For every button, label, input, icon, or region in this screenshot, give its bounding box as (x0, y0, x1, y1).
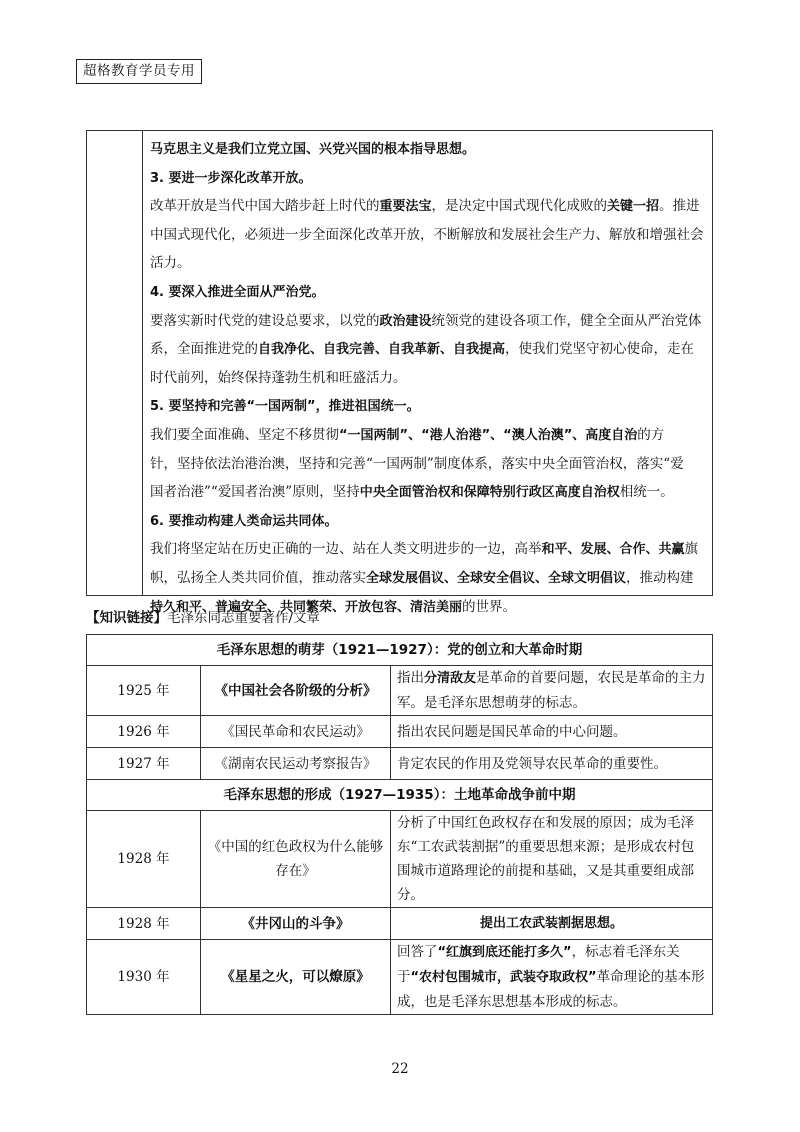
text-run: 要落实新时代党的建设总要求，以党的 (150, 312, 380, 329)
text-run: 旗 (684, 541, 699, 558)
bold-text: 关键一招 (607, 199, 660, 215)
bold-text: 提出工农武装割据思想。 (479, 916, 623, 931)
year-cell: 1926 年 (87, 716, 201, 748)
text-run: 肯定农民的作用及党领导农民革命的重要性。 (397, 755, 667, 772)
text-run: 分析了中国红色政权存在和发展的原因；成为毛泽东“工农武装割据”的重要思想来源；是形成农村包围城市道路理论的前提和基础，又是其重要组成部分。 (397, 815, 695, 903)
year-cell: 1928 年 (87, 908, 201, 940)
watermark-stamp: 超格教育学员专用 (76, 59, 202, 84)
text-run: 针，坚持依法治港治澳，坚持和完善“一国两制”制度体系，落实中央全面管治权，落实“爱 (150, 455, 684, 472)
text-run: ，推动构建 (626, 569, 694, 586)
year-cell: 1927 年 (87, 748, 201, 780)
section-line (150, 307, 706, 336)
text-run: 系，全面推进党的 (150, 341, 258, 358)
period-heading: 毛泽东思想的形成（1927—1935）：土地革命战争前中期 (87, 780, 713, 811)
section-line (150, 364, 706, 393)
text-run: 。推进 (659, 198, 700, 215)
text-run: 革命理论的基本形成，也是毛泽东思想基本形成的标志。 (397, 969, 705, 1010)
description-cell (391, 748, 713, 780)
table-row (87, 908, 713, 940)
section-line (150, 564, 706, 593)
section-line (150, 535, 706, 564)
section-line (150, 249, 706, 278)
table-row (87, 666, 713, 716)
left-column-divider (142, 131, 143, 595)
work-title-cell: 《中国的红色政权为什么能够存在》 (201, 811, 391, 908)
bold-text: 重要法宝 (379, 199, 432, 215)
knowledge-link-bracket: 【知识链接】 (86, 610, 167, 626)
work-title-cell: 《井冈山的斗争》 (201, 908, 391, 940)
text-run: 我们将坚定站在历史正确的一边、站在人类文明进步的一边，高举 (150, 541, 542, 558)
section-line (150, 164, 706, 193)
text-run: 相统一。 (619, 484, 674, 501)
bold-text: 中央全面管治权和保障特别行政区高度自治权 (359, 485, 620, 501)
section-line (150, 478, 706, 507)
section-line (150, 507, 706, 536)
text-run: 统领党的建设各项工作，健全全面从严治党体 (431, 312, 702, 329)
knowledge-link-heading (86, 606, 320, 626)
text-run: 国者治港”“爱国者治澳”原则，坚持 (150, 484, 360, 501)
text-run: 指出农民问题是国民革命的中心问题。 (397, 723, 627, 740)
bold-text: 3. 要进一步深化改革开放。 (150, 170, 312, 186)
bold-text: 持久和平、普遍安全、共同繁荣、开放包容、清洁美丽 (150, 599, 463, 615)
text-run: 我们要全面准确、坚定不移贯彻 (150, 426, 339, 443)
table-row (87, 940, 713, 1015)
text-run: ，是决定中国式现代化成败的 (431, 198, 608, 215)
year-cell: 1930 年 (87, 940, 201, 1015)
content-box (86, 130, 713, 615)
description-cell (391, 908, 713, 940)
page-number: 22 (391, 1061, 409, 1077)
text-run: 活力。 (150, 255, 191, 272)
text-run: 改革开放是当代中国大踏步赶上时代的 (150, 198, 380, 215)
work-title-cell: 《湖南农民运动考察报告》 (201, 748, 391, 780)
bold-text: 5. 要坚持和完善“一国两制”，推进祖国统一。 (150, 399, 420, 415)
bold-text: “一国两制”、“港人治港”、“澳人治澳”、高度自治 (339, 427, 638, 443)
description-cell (391, 716, 713, 748)
section-line (150, 135, 706, 164)
bold-text: 自我净化、自我完善、自我革新、自我提高 (258, 342, 506, 358)
year-cell: 1925 年 (87, 666, 201, 716)
bold-text: “红旗到底还能打多久” (437, 945, 572, 960)
text-run: 中国式现代化，必须进一步全面深化改革开放，不断解放和发展社会生产力、解放和增强社会 (150, 226, 704, 243)
section-text (150, 135, 706, 621)
text-run: 的方 (637, 426, 665, 443)
work-title-cell: 《星星之火，可以燎原》 (201, 940, 391, 1015)
section-line (150, 421, 706, 450)
year-cell: 1928 年 (87, 811, 201, 908)
text-run: 回答了 (397, 944, 438, 960)
table-row (87, 811, 713, 908)
section-line (150, 392, 706, 421)
period-heading: 毛泽东思想的萌芽（1921—1927）：党的创立和大革命时期 (87, 635, 713, 666)
text-run: 的世界。 (462, 598, 517, 615)
section-line (150, 278, 706, 307)
works-table (86, 634, 713, 1015)
bold-text: 和平、发展、合作、共赢 (541, 542, 685, 558)
text-run: ，标志着毛泽东关于 (397, 944, 680, 985)
bold-text: 6. 要推动构建人类命运共同体。 (150, 513, 338, 529)
bold-text: 全球发展倡议、全球安全倡议、全球文明倡议 (366, 570, 627, 586)
text-run: ，使我们党坚守初心使命，走在 (505, 341, 695, 358)
description-cell (391, 811, 713, 908)
bold-text: 分清敌友 (424, 671, 477, 686)
text-run: 是革命的首要问题，农民是革命的主力军。是毛泽东思想萌芽的标志。 (397, 670, 706, 711)
text-run: 帜，弘扬全人类共同价值，推动落实 (150, 569, 366, 586)
table-row (87, 748, 713, 780)
work-title-cell: 《中国社会各阶级的分析》 (201, 666, 391, 716)
section-line (150, 335, 706, 364)
bold-text: “农村包围城市，武装夺取政权” (410, 970, 597, 985)
section-line (150, 192, 706, 221)
work-title-cell: 《国民革命和农民运动》 (201, 716, 391, 748)
knowledge-link-title: 毛泽东同志重要著作/文章 (167, 610, 321, 626)
text-run: 指出 (397, 670, 424, 686)
period-row (87, 635, 713, 666)
bold-text: 政治建设 (379, 313, 432, 329)
table-row (87, 716, 713, 748)
period-row (87, 780, 713, 811)
bold-text: 马克思主义是我们立党立国、兴党兴国的根本指导思想。 (150, 142, 476, 157)
bold-text: 4. 要深入推进全面从严治党。 (150, 284, 325, 300)
text-run: 时代前列，始终保持蓬勃生机和旺盛活力。 (150, 369, 407, 386)
description-cell (391, 666, 713, 716)
description-cell (391, 940, 713, 1015)
section-line (150, 221, 706, 250)
section-line (150, 450, 706, 479)
